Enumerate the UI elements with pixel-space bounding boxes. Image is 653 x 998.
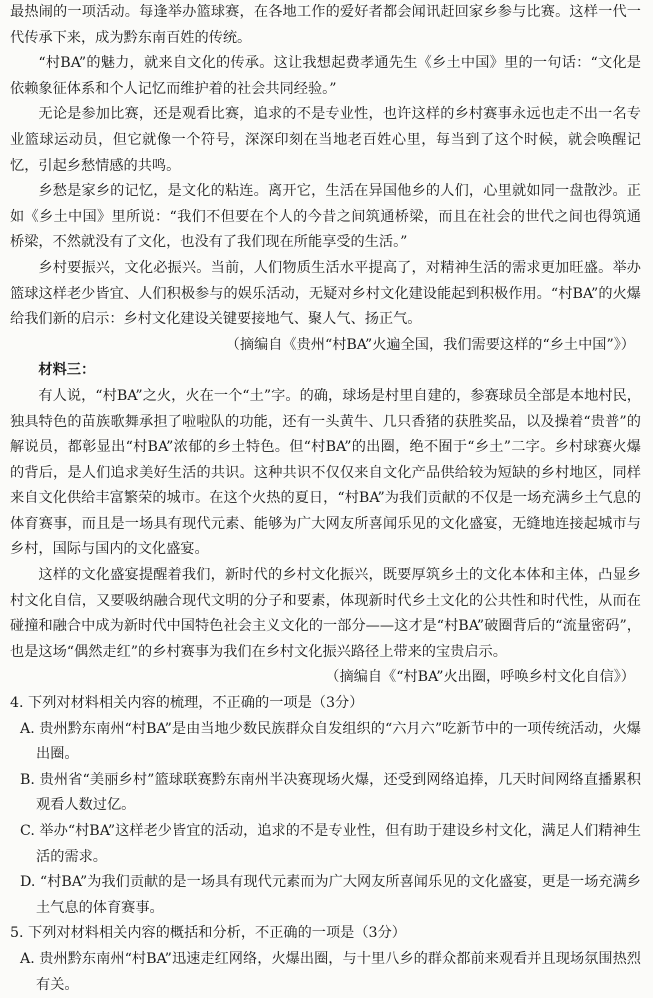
answer-option: B. 贵州省“美丽乡村”篮球联赛黔东南州半决赛现场火爆，还受到网络追捧，几天时间网络直播累积观看人数过亿。	[20, 771, 641, 814]
paragraph: 乡愁是家乡的记忆，是文化的粘连。离开它，生活在异国他乡的人们，心里就如同一盘散沙。正如《乡土中国》里所说：“我们不但要在个人的今昔之间筑通桥梁，而且在社会的世代之间也得筑通桥梁，不然就没有了文化，也没有了我们现在所能享受的生活。”	[10, 183, 641, 251]
paragraph: 有人说，“村BA”之火，火在一个“土”字。的确，球场是村里自建的，参赛球员全部是本地村民，独具特色的苗族歌舞承担了啦啦队的功能，还有一头黄牛、几只香猪的获胜奖品，以及操着“贵普”的解说员，都彰显出“村BA”浓郁的乡土特色。但“村BA”的出圈，绝不囿于“乡土”二字。乡村球赛火爆的背后，是人们追求美好生活的共识。这种共识不仅仅来自文化产品供给较为短缺的乡村地区，同样来自文化供给丰富繁荣的城市。在这个火热的夏日，“村BA”为我们贡献的不仅是一场充满乡土气息的体育赛事，而且是一场具有现代元素、能够为广大网友所喜闻乐见的文化盛宴，无缝地连接起城市与乡村，国际与国内的文化盛宴。	[10, 387, 641, 558]
answer-option: A. 贵州黔东南州“村BA”迅速走红网络，火爆出圈，与十里八乡的群众都前来观看并且现场氛围热烈有关。	[20, 950, 641, 993]
paragraph-continued: 最热闹的一项活动。每逢举办篮球赛，在各地工作的爱好者都会闻讯赶回家乡参与比赛。这样一代一代传承下来，成为黔东南百姓的传统。	[10, 4, 641, 46]
source-citation: （摘编自《贵州“村BA”火遍全国，我们需要这样的“乡土中国”》）	[225, 336, 635, 353]
paragraph: 乡村要振兴，文化必振兴。当前，人们物质生活水平提高了，对精神生活的需求更加旺盛。举办篮球这样老少皆宜、人们积极参与的娱乐活动，无疑对乡村文化建设能起到积极作用。“村BA”的火爆给我们新的启示：乡村文化建设关键要接地气、聚人气、扬正气。	[10, 259, 641, 328]
answer-option: D. “村BA”为我们贡献的是一场具有现代元素而为广大网友所喜闻乐见的文化盛宴，更是一场充满乡土气息的体育赛事。	[20, 874, 641, 916]
paragraph: “村BA”的魅力，就来自文化的传承。这让我想起费孝通先生《乡土中国》里的一句话：“文化是依赖象征体系和个人记忆而维护着的社会共同经验。”	[10, 55, 641, 97]
source-citation: （摘编自《“村BA”火出圈，呼唤乡村文化自信》）	[325, 669, 635, 686]
paragraph: 这样的文化盛宴提醒着我们，新时代的乡村文化振兴，既要厚筑乡土的文化本体和主体，凸显乡村文化自信，又要吸纳融合现代文明的分子和要素，体现新时代乡土文化的公共性和时代性，从而在碰撞和融合中成为新时代中国特色社会主义文化的一部分——这才是“村BA”破圈背后的“流量密码”，也是这场“偶然走红”的乡村赛事为我们在乡村文化振兴路径上带来的宝贵启示。	[10, 567, 641, 660]
question-stem: 5. 下列对材料相关内容的概括和分析，不正确的一项是（3分）	[10, 925, 406, 942]
answer-option: C. 举办“村BA”这样老少皆宜的活动，追求的不是专业性，但有助于建设乡村文化，满足人们精神生活的需求。	[20, 823, 641, 865]
paragraph: 无论是参加比赛，还是观看比赛，追求的不是专业性，也许这样的乡村赛事永远也走不出一名专业篮球运动员，但它就像一个符号，深深印刻在当地老百姓心里，每当到了这个时候，就会唤醒记忆，引起乡愁情感的共鸣。	[10, 106, 641, 174]
section-heading: 材料三：	[38, 362, 96, 379]
answer-option: A. 贵州黔东南州“村BA”是由当地少数民族群众自发组织的“六月六”吃新节中的一项传统活动，火爆出圈。	[20, 720, 641, 763]
question-stem: 4. 下列对材料相关内容的梳理，不正确的一项是（3分）	[10, 695, 364, 712]
